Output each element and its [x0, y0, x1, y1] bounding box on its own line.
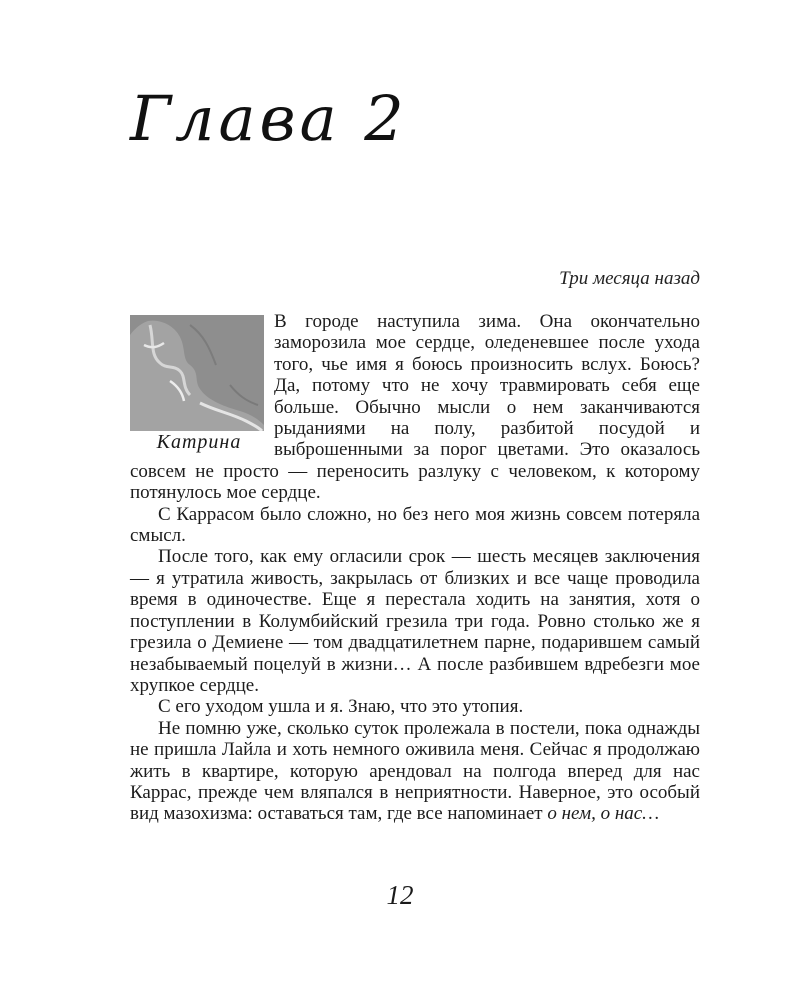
page-number: 12 [386, 880, 414, 910]
paragraph-5 [130, 718, 700, 825]
character-portrait-image [130, 315, 264, 431]
paragraph-3: После того, как ему огласили срок — шесть месяцев заключения — я утратила живость, закрылась от близких и все чаще проводила время в одиночестве. Еще я перестала ходить на занятия, хотя о поступлении в Колумбийский грезила три года. Ровно столько же я грезила о Демиене — том двадцатилетнем парне, подарившем самый незабываемый поцелуй в жизни… А после разбившем вдребезги мое хрупкое сердце. [130, 546, 700, 696]
chapter-subtitle: Три месяца назад [559, 268, 700, 289]
portrait-caption: Катрина [156, 431, 242, 453]
body-text [130, 311, 700, 825]
paragraph-2: С Каррасом было сложно, но без него моя жизнь совсем потеряла смысл. [130, 503, 700, 547]
paragraph-5-italic: о нем, о нас… [547, 803, 660, 825]
chapter-title: Глава 2 [130, 82, 408, 155]
paragraph-4: С его уходом ушла и я. Знаю, что это утопия. [158, 696, 524, 718]
character-portrait-box [130, 311, 268, 459]
paragraph-1: В городе наступила зима. Она окончательно заморозила мое сердце, оледеневшее после ухода того, чье имя я боюсь произносить вслух. Боюсь? Да, потому что не хочу травмировать себя еще больше. Обычно мысли о нем заканчиваются рыданиями на полу, разбитой посудой и выброшенными за порог цветами. Это оказалось совсем не просто — переносить разлуку с человеком, к которому потянулось мое сердце. [130, 311, 700, 504]
paragraph-5-text: Не помню уже, сколько суток пролежала в постели, пока однажды не пришла Лайла и хоть немного оживила меня. Сейчас я продолжаю жить в квартире, которую арендовал на полгода вперед для нас Каррас, прежде чем вляпался в неприятности. Наверное, это особый вид мазохизма: оставаться там, где все напоминает [130, 717, 700, 825]
